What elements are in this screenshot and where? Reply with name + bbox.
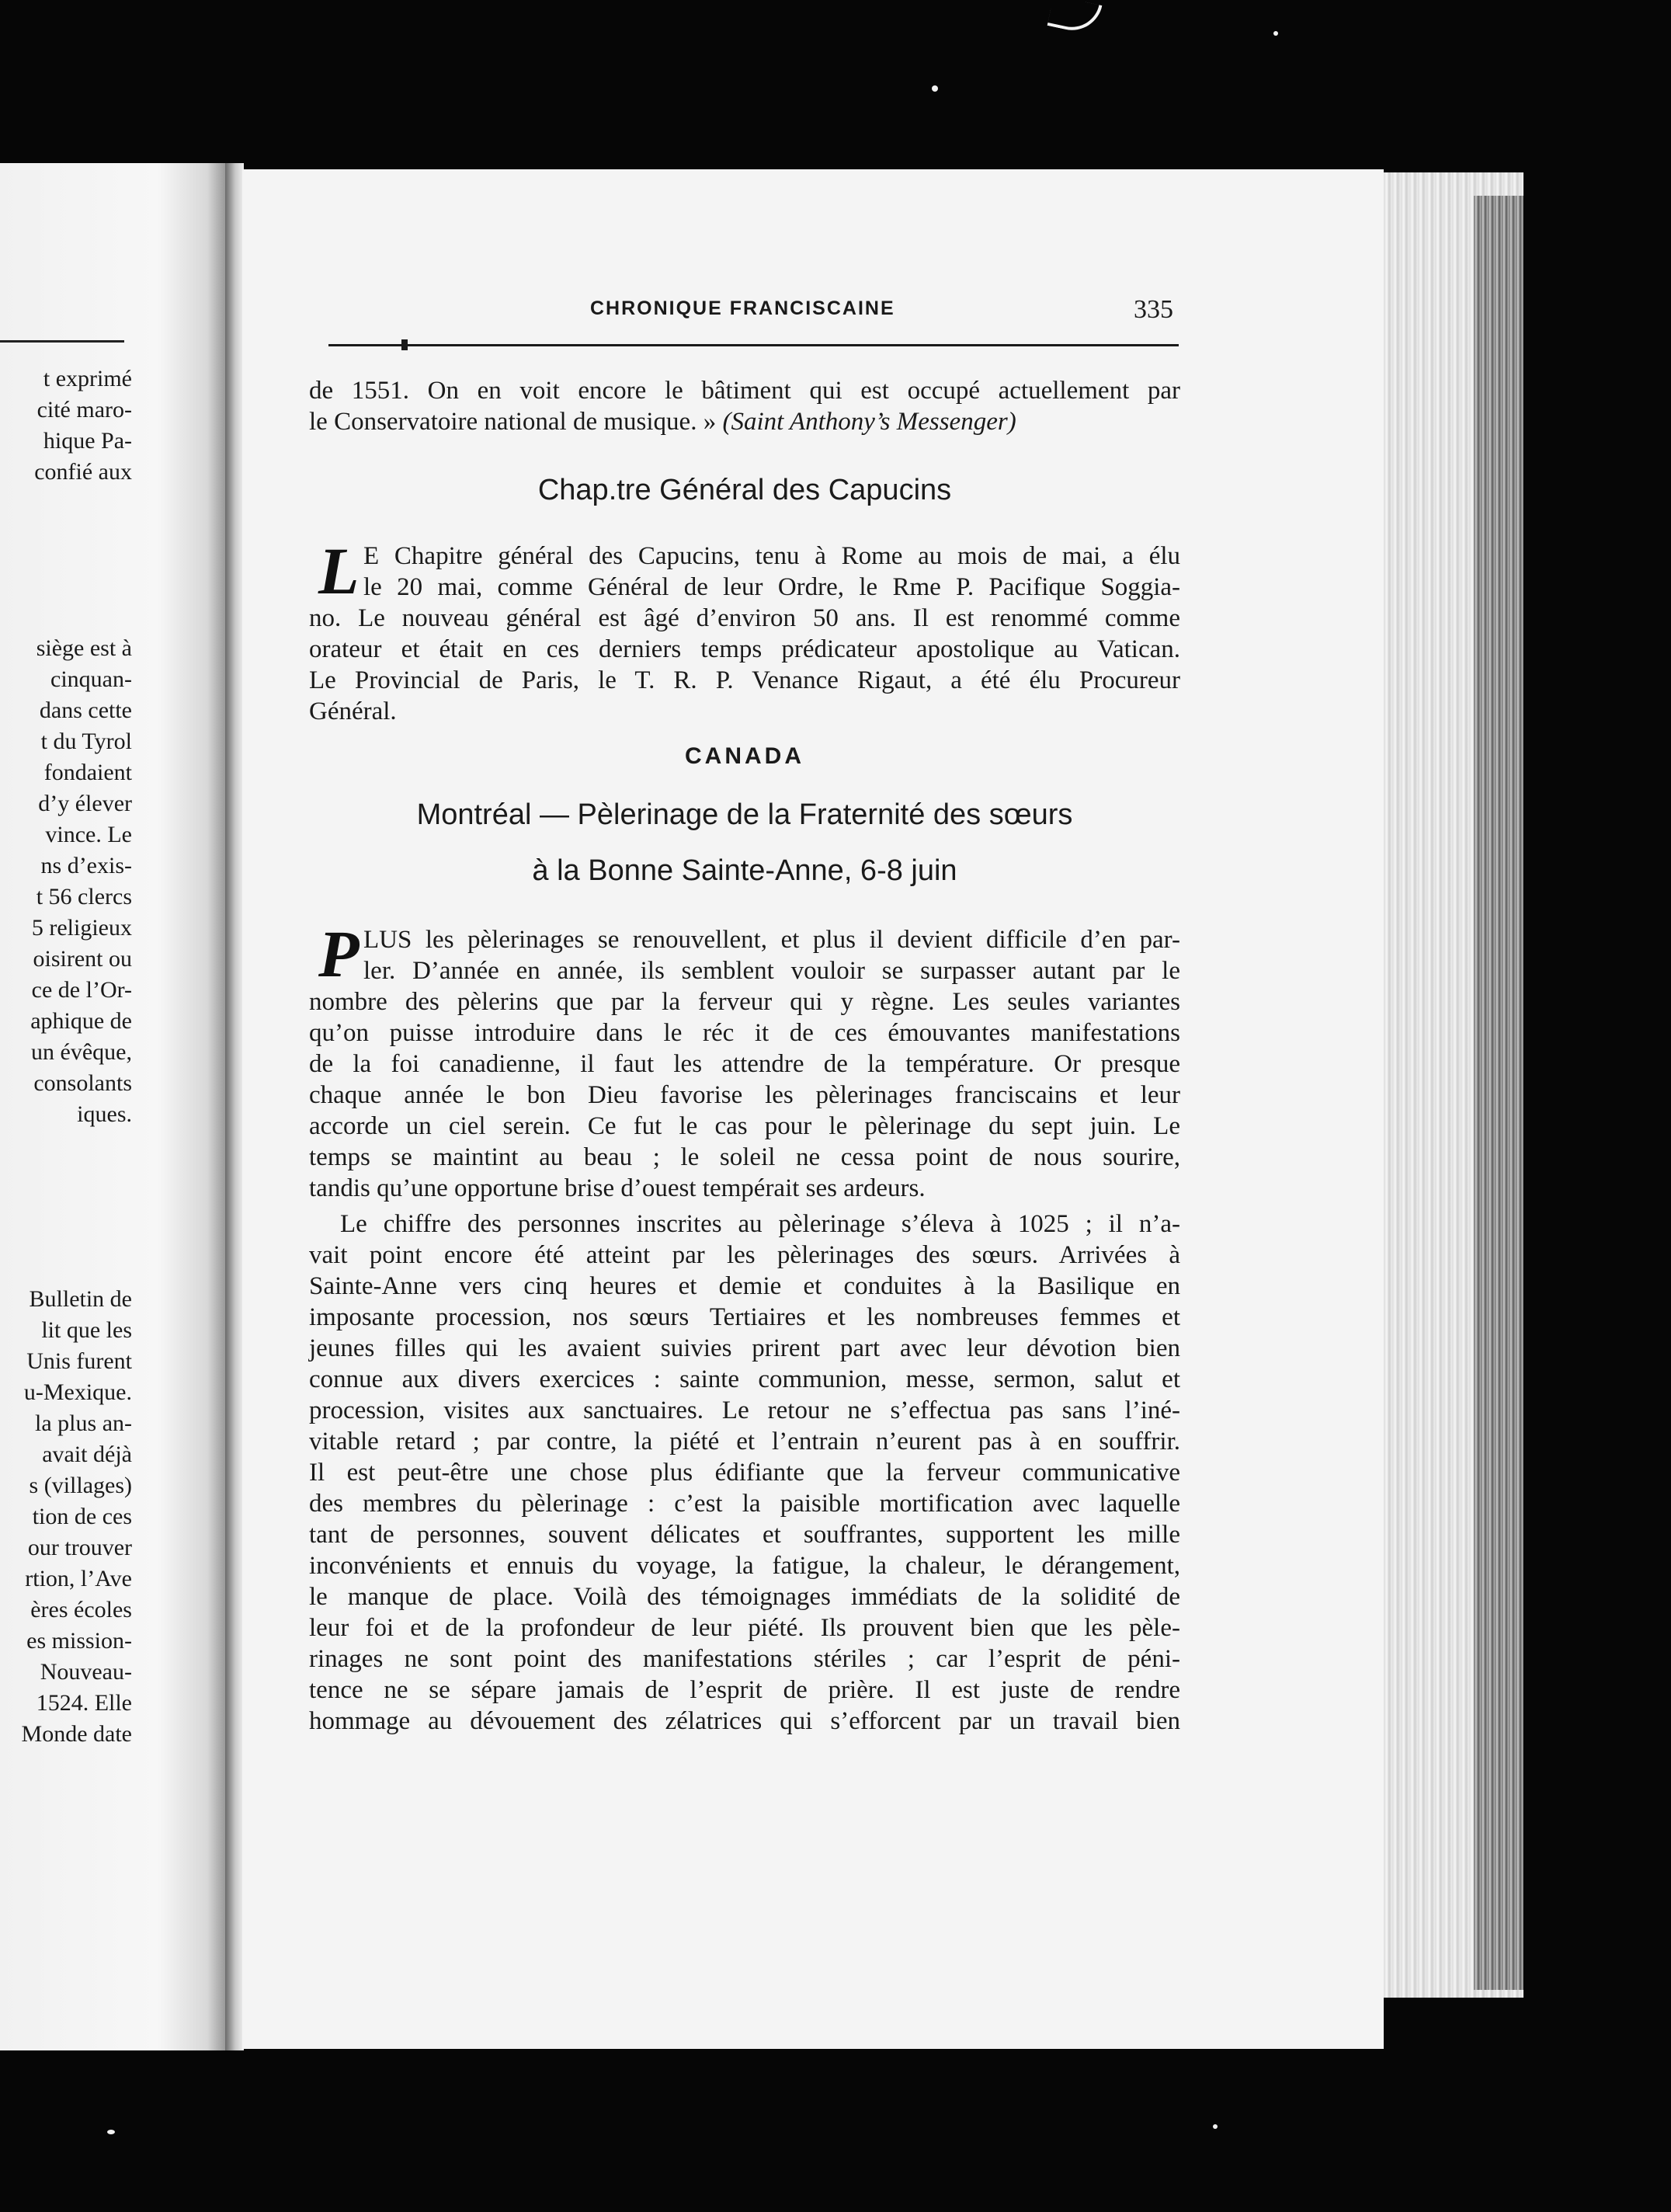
page-edges-shadow [1474, 196, 1523, 1990]
section1-line: Le Provincial de Paris, le T. R. P. Venance Rigaut, a été élu Procureur [309, 666, 1180, 694]
left-page-line: confié aux [34, 459, 132, 485]
paragraph2-line: imposante procession, nos sœurs Tertiaires et les nombreuses femmes et [309, 1303, 1180, 1331]
paragraph2-line: tant de personnes, souvent délicates et souffrantes, supportent les mille [309, 1521, 1180, 1549]
left-page-line: d’y élever [38, 791, 132, 816]
paragraph2-line: tence ne se sépare jamais de l’esprit de prière. Il est juste de rendre [309, 1676, 1180, 1704]
left-page [0, 163, 225, 2050]
left-page-line: t du Tyrol [40, 729, 132, 754]
paragraph2-line: Sainte-Anne vers cinq heures et demie et conduites à la Basilique en [309, 1272, 1180, 1300]
left-page-line: Nouveau- [40, 1659, 132, 1685]
paragraph2-line: jeunes filles qui les avaient suivies prirent part avec leur dévotion bien [309, 1334, 1180, 1362]
citation-source: (Saint Anthony’s Messenger) [722, 408, 1016, 436]
paragraph1-line: accorde un ciel serein. Ce fut le cas pour le pèlerinage du sept juin. Le [309, 1112, 1180, 1140]
paragraph2-line: Il est peut-être une chose plus édifiante que la ferveur communicative [309, 1459, 1180, 1487]
paragraph2-line: procession, visites aux sanctuaires. Le retour ne s’effectua pas sans l’iné- [309, 1396, 1180, 1424]
left-page-line: iques. [77, 1101, 132, 1127]
scan-speck [1273, 31, 1278, 36]
left-page-line: Monde date [21, 1721, 132, 1747]
left-page-line: ce de l’Or- [31, 977, 132, 1003]
paragraph2-line: vait point encore été atteint par les pèlerinages des sœurs. Arrivées à [309, 1241, 1180, 1269]
paragraph2-line: leur foi et de la profondeur de leur piété. Ils prouvent bien que les pèle- [309, 1614, 1180, 1642]
left-page-rule [0, 340, 124, 343]
paragraph2-line: Le chiffre des personnes inscrites au pèlerinage s’éleva à 1025 ; il n’a- [340, 1210, 1180, 1238]
paragraph1-line: temps se maintint au beau ; le soleil ne cessa point de nous sourire, [309, 1143, 1180, 1171]
paragraph1-text: les pèlerinages se renouvellent, et plus il devient difficile d’en par- [425, 926, 1180, 954]
left-page-line: ns d’exis- [40, 853, 132, 878]
left-page-line: u-Mexique. [23, 1379, 132, 1405]
scan-scratch [1047, 0, 1103, 36]
left-page-line: ères écoles [30, 1597, 132, 1622]
left-page-line: lit que les [41, 1317, 132, 1343]
left-page-line: t 56 clercs [36, 884, 132, 909]
left-page-line: siège est à [36, 635, 132, 661]
left-page-line: rtion, l’Ave [25, 1566, 132, 1591]
country-heading: CANADA [685, 743, 804, 769]
section-heading-capucins: Chap.tre Général des Capucins [537, 474, 952, 506]
left-page-line: Bulletin de [29, 1286, 132, 1312]
left-page-line: la plus an- [35, 1410, 132, 1436]
scan-speck [107, 2130, 115, 2134]
left-page-line: cinquan- [50, 666, 132, 692]
paragraph2-line: connue aux divers exercices : sainte communion, messe, sermon, salut et [309, 1365, 1180, 1393]
scan-speck [1213, 2124, 1218, 2129]
intro-text: le Conservatoire national de musique. » [309, 408, 723, 436]
paragraph1-line: nombre des pèlerins que par la ferveur qui y règne. Les seules variantes [309, 988, 1180, 1016]
section-heading-montreal: Montréal — Pèlerinage de la Fraternité des sœurs [416, 798, 1073, 831]
left-page-line: s (villages) [29, 1473, 132, 1498]
left-page-line: Unis furent [26, 1348, 132, 1374]
section1-line: le 20 mai, comme Général de leur Ordre, le Rme P. Pacifique Soggia- [363, 573, 1180, 601]
drop-cap: P [318, 916, 360, 991]
paragraph2-line: vitable retard ; par contre, la piété et l’entrain n’eurent pas à en souffrir. [309, 1428, 1180, 1456]
left-page-line: vince. Le [45, 822, 132, 847]
left-page-line: tion de ces [32, 1504, 132, 1529]
left-page-line: 1524. Elle [36, 1690, 132, 1716]
running-header: CHRONIQUE FRANCISCAINE [590, 297, 895, 319]
left-page-line: our trouver [27, 1535, 132, 1560]
header-rule [328, 344, 1179, 346]
drop-cap-continuation: LUS [363, 926, 412, 954]
left-page-line: hique Pa- [43, 428, 132, 454]
left-page-line: dans cette [39, 697, 132, 723]
paragraph2-line: des membres du pèlerinage : c’est la paisible mortification avec laquelle [309, 1490, 1180, 1518]
left-page-line: fondaient [43, 760, 132, 785]
paragraph1-line: chaque année le bon Dieu favorise les pèlerinages franciscains et leur [309, 1081, 1180, 1109]
section1-line [309, 541, 1180, 572]
left-page-line: aphique de [30, 1008, 132, 1034]
left-page-line: consolants [33, 1070, 132, 1096]
paragraph1-line: ler. D’année en année, ils semblent vouloir se surpasser autant par le [363, 957, 1180, 985]
book-gutter [225, 163, 244, 2050]
section-heading-montreal-2: à la Bonne Sainte-Anne, 6-8 juin [532, 854, 957, 887]
header-rule-ornament [401, 339, 408, 350]
paragraph2-line: hommage au dévouement des zélatrices qui s’efforcent par un travail bien [309, 1707, 1180, 1735]
drop-cap-continuation: E [363, 542, 380, 570]
paragraph2-line: rinages ne sont point des manifestations stériles ; car l’esprit de péni- [309, 1645, 1180, 1673]
section1-line: no. Le nouveau général est âgé d’environ 50 ans. Il est renommé comme [309, 604, 1180, 632]
page-number: 335 [1134, 295, 1173, 324]
paragraph1-line: de la foi canadienne, il faut les attendre de la température. Or presque [309, 1050, 1180, 1078]
left-page-line: un évêque, [31, 1039, 132, 1065]
left-page-line: oisirent ou [33, 946, 132, 972]
scan-speck [932, 85, 938, 92]
left-page-line: es mission- [26, 1628, 132, 1654]
paragraph1-line: tandis qu’une opportune brise d’ouest tempérait ses ardeurs. [309, 1174, 926, 1202]
section1-text: Chapitre général des Capucins, tenu à Rome au mois de mai, a élu [394, 542, 1181, 570]
drop-cap: L [318, 534, 360, 608]
paragraph1-line [309, 924, 1180, 955]
left-page-line: avait déjà [42, 1442, 132, 1467]
left-page-line: 5 religieux [31, 915, 132, 941]
intro-line-citation [309, 406, 1180, 437]
left-page-line: cité maro- [36, 397, 132, 423]
section1-line: Général. [309, 697, 397, 725]
paragraph1-line: qu’on puisse introduire dans le réc it de ces émouvantes manifestations [309, 1019, 1180, 1047]
paragraph2-line: le manque de place. Voilà des témoignages immédiats de la solidité de [309, 1583, 1180, 1611]
left-page-line: t exprimé [43, 366, 132, 391]
paragraph2-line: inconvénients et ennuis du voyage, la fatigue, la chaleur, le dérangement, [309, 1552, 1180, 1580]
intro-line: de 1551. On en voit encore le bâtiment qui est occupé actuellement par [309, 377, 1180, 405]
section1-line: orateur et était en ces derniers temps prédicateur apostolique au Vatican. [309, 635, 1180, 663]
